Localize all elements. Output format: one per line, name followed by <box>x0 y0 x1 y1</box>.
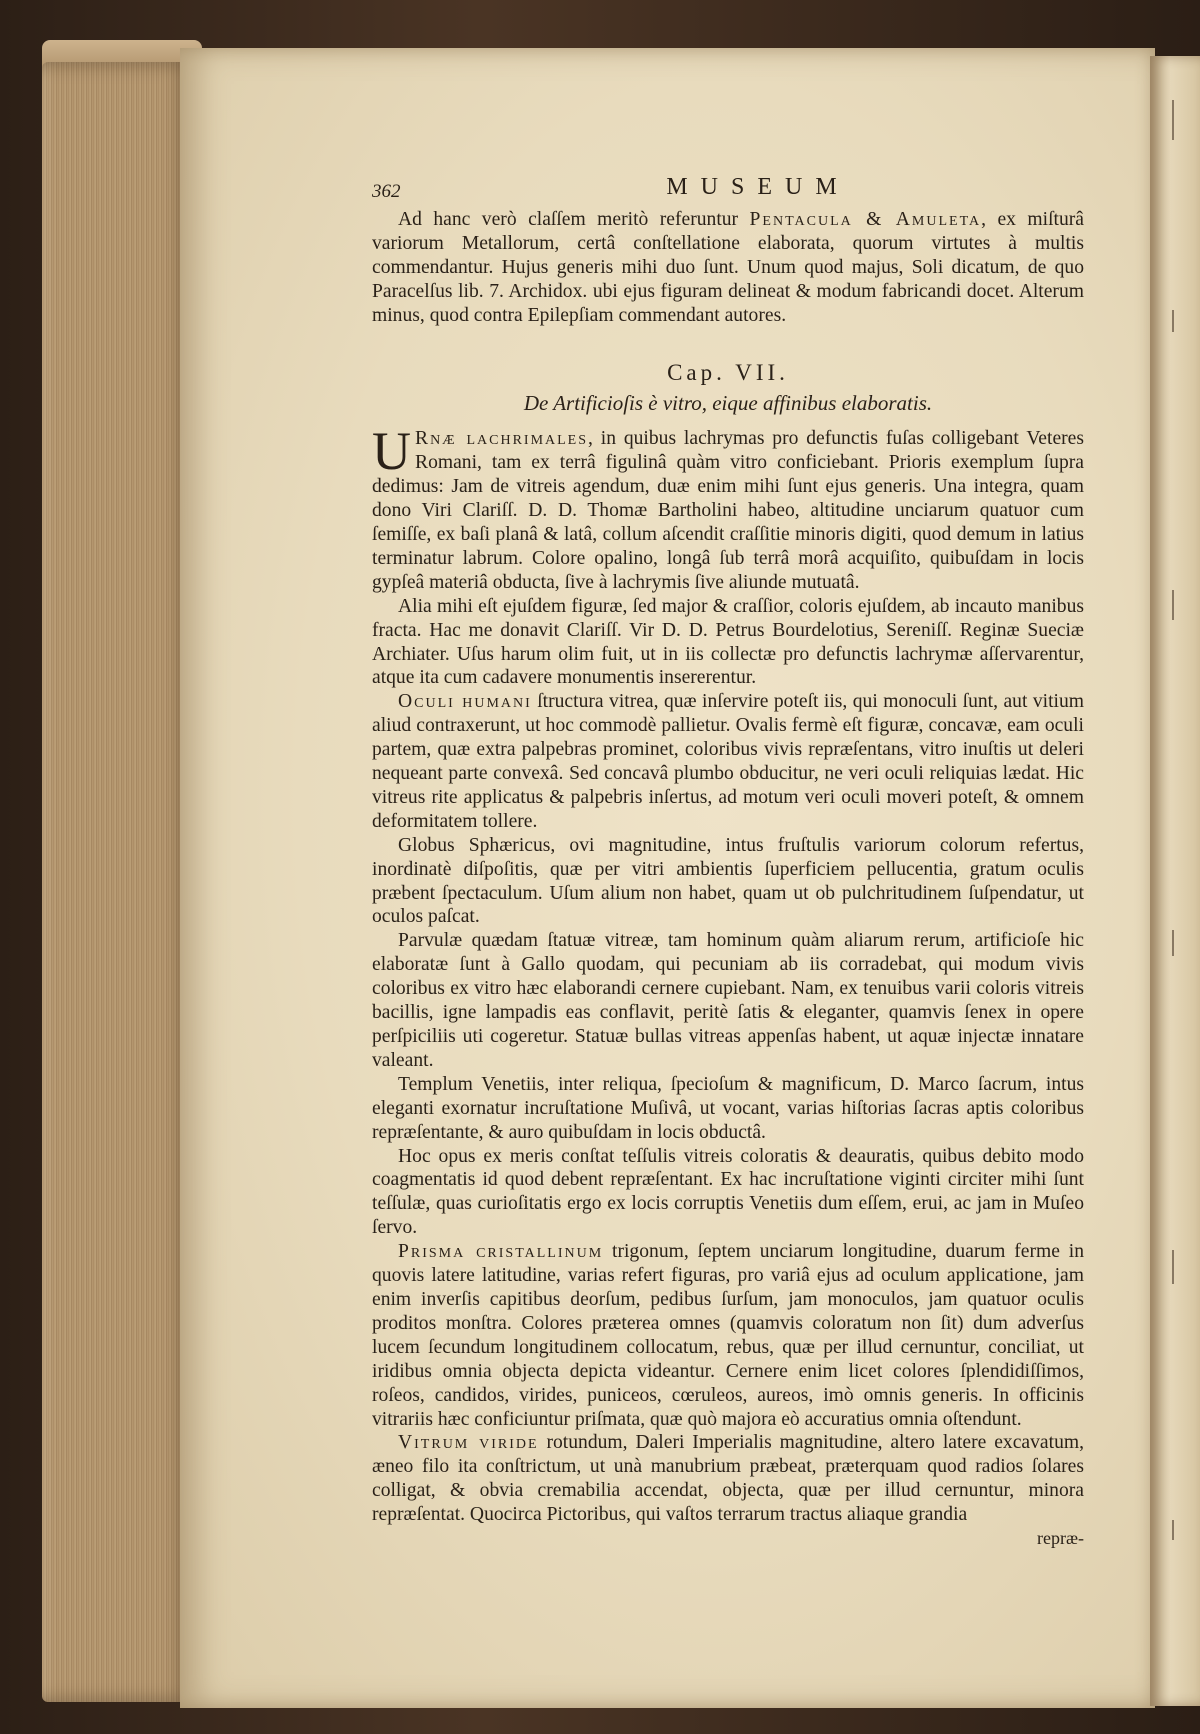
paragraph-text: rotundum, Daleri Imperialis magnitudine, altero latere excavatum, æneo filo ita conſtrictum, ut unà manubrium præbeat, præterquam quod radios ſolares colligat, & obvia cremabilia accendat, objecta, quæ per illud cernuntur, minora repræſentat. Quocirca Pictoribus, qui vaſtos terrarum tractus aliaque grandia <box>372 1432 1084 1526</box>
paragraph-text: trigonum, ſeptem unciarum longitudine, duarum ferme in quovis latere latitudine, varias refert figuras, pro variâ ejus ad oculum applicatione, jam enim inverſis capitibus deorſum, pedibus ſurſum, jam monoculos, jam quatuor oculis proditos monſtra. Colores præterea omnes (quamvis coloratum non ſit) dum adverſus lucem ſecundum longitudinem collocatum, rebus, quæ per illud cernuntur, conciliat, ut iridibus omnia objecta depicta videantur. Cernere enim licet colores ſplendidiſſimos, roſeos, candidos, virides, puniceos, cœruleos, aureos, imò omnis generis. In officinis vitrariis hæc conficiuntur priſmata, quæ quò majora eò accuratius omnia oſtendunt. <box>372 1241 1084 1430</box>
term-urnae: Rnæ lachrimales <box>415 428 589 450</box>
running-head <box>372 172 1084 206</box>
paragraph-text: ſtructura vitrea, quæ inſervire poteſt iis, qui monoculi ſunt, aut vitium aliud contraxerunt, ut hoc commodè pallietur. Ovalis fermè eſt figuræ, concavæ, eam oculi partem, quæ extra palpebras prominet, coloribus vivis repræſentans, vitro inuſtis ut deleri nequeant parte convexâ. Sed concavâ plumbo obducitur, ne veri oculi reliquias lædat. Hic vitreus rite applicatus & palpebris inſertus, ad motum veri oculi moveri poteſt, & omnem deformitatem tollere. <box>372 691 1084 832</box>
term-vitrum: Vitrum viride <box>398 1432 539 1454</box>
intro-lead: Ad hanc verò claſſem meritò referuntur <box>398 209 750 230</box>
drop-cap: U <box>372 421 411 482</box>
paragraph-alia: Alia mihi eſt ejuſdem figuræ, ſed major & craſſior, coloris ejuſdem, ab incauto manibus fracta. Hac me donavit Clariſſ. Vir D. D. Petrus Bourdelotius, Sereniſſ. Reginæ Sueciæ Archiater. Uſus harum olim fuit, ut in iis collectæ pro defunctis lachrymæ aſſervarentur, atque ita cum cadavere monumentis insererentur. <box>372 595 1084 689</box>
paragraph-hoc-opus: Hoc opus ex meris conſtat teſſulis vitreis coloratis & deauratis, quibus debito modo coagmentatis id quod debent repræſentant. Ex hac incruſtatione viginti circiter mihi ſunt teſſulæ, quas curioſitatis ergo ex locis corruptis Venetiis dum eſſem, erui, ac jam in Muſeo ſervo. <box>372 1145 1084 1239</box>
catchword: repræ- <box>1037 1528 1084 1549</box>
paragraph-prisma <box>372 1240 1084 1431</box>
term-oculi: Oculi humani <box>398 691 532 713</box>
paragraph-globus: Globus Sphæricus, ovi magnitudine, intus fruſtulis variorum colorum refertus, inordinatè diſpoſitis, quæ per vitri ambientis ſuperficiem pellucentia, gratum oculis præbent ſpectaculum. Uſum alium non habet, quam ut ob pulchritudinem ſuſpendatur, ut oculos paſcat. <box>372 834 1084 928</box>
intro-term: Pentacula & Amuleta <box>749 209 982 230</box>
paragraph-vitrum <box>372 1431 1084 1527</box>
term-prisma: Prisma cristallinum <box>398 1241 604 1263</box>
paragraph-parvulae: Parvulæ quædam ſtatuæ vitreæ, tam hominum quàm aliarum rerum, artificioſe hic elaboratæ ſunt à Gallo quodam, qui pecuniam ab iis corradebat, qui modum vivis coloribus ex vitro hæc elaborandi cernere cupiebant. Nam, ex tenuibus varii coloris vitreis bacillis, igne lampadis eas conflavit, peritè ſatis & eleganter, quamvis ſenex in opere perſpiciliis uti cogeretur. Statuæ bullas vitreas appenſas habent, ut aquæ injectæ innatare valeant. <box>372 930 1084 1071</box>
page-number: 362 <box>372 181 401 202</box>
paragraph-templum: Templum Venetiis, inter reliqua, ſpecioſum & magnificum, D. Marco ſacrum, intus eleganti exornatur incruſtatione Muſivâ, ut vocant, varias hiſtorias ſacras aptis coloribus repræſentante, & auro quibuſdam in locis obductâ. <box>372 1073 1084 1143</box>
paragraph-urnae <box>372 421 1084 594</box>
running-title: MUSEUM <box>666 174 850 200</box>
chapter-heading: Cap. VII. <box>667 359 789 385</box>
intro-paragraph <box>372 208 1084 328</box>
chapter-subtitle: De Artificioſis è vitro, eique affinibus elaboratis. <box>523 391 933 416</box>
paragraph-oculi <box>372 690 1084 833</box>
page-text-block <box>372 172 1084 1551</box>
paragraph-text: , in quibus lachrymas pro defunctis fuſas colligebant Veteres Romani, tam ex terrâ figulinâ quàm vitro conficiebant. Prioris exemplum ſupra dedimus: Jam de vitreis agendum, duæ enim mihi ſunt ejus generis. Una integra, quam dono Viri Clariſſ. D. D. Thomæ Bartholini habeo, altitudine unciarum quatuor cum ſemiſſe, ex baſi planâ & latâ, collum aſcendit craſſitie minoris digiti, quod demum in latius terminatur labrum. Colore opalino, longâ ſub terrâ morâ acquiſito, quibuſdam in locis gypſeâ materiâ obducta, ſive à lachrymis ſive aliunde mutuatâ. <box>372 428 1084 593</box>
intro-rest: , ex miſturâ variorum Metallorum, certâ conſtellatione elaborata, quorum virtutes à multis commendantur. Hujus generis mihi duo ſunt. Unum quod majus, Soli dicatum, de quo Paracelſus lib. 7. Archidox. ubi ejus figuram delineat & modum fabricandi docet. Alterum minus, quod contra Epilepſiam commendant autores. <box>372 209 1085 326</box>
facing-page-marks <box>1158 70 1188 1670</box>
book-page-edges <box>42 62 192 1702</box>
